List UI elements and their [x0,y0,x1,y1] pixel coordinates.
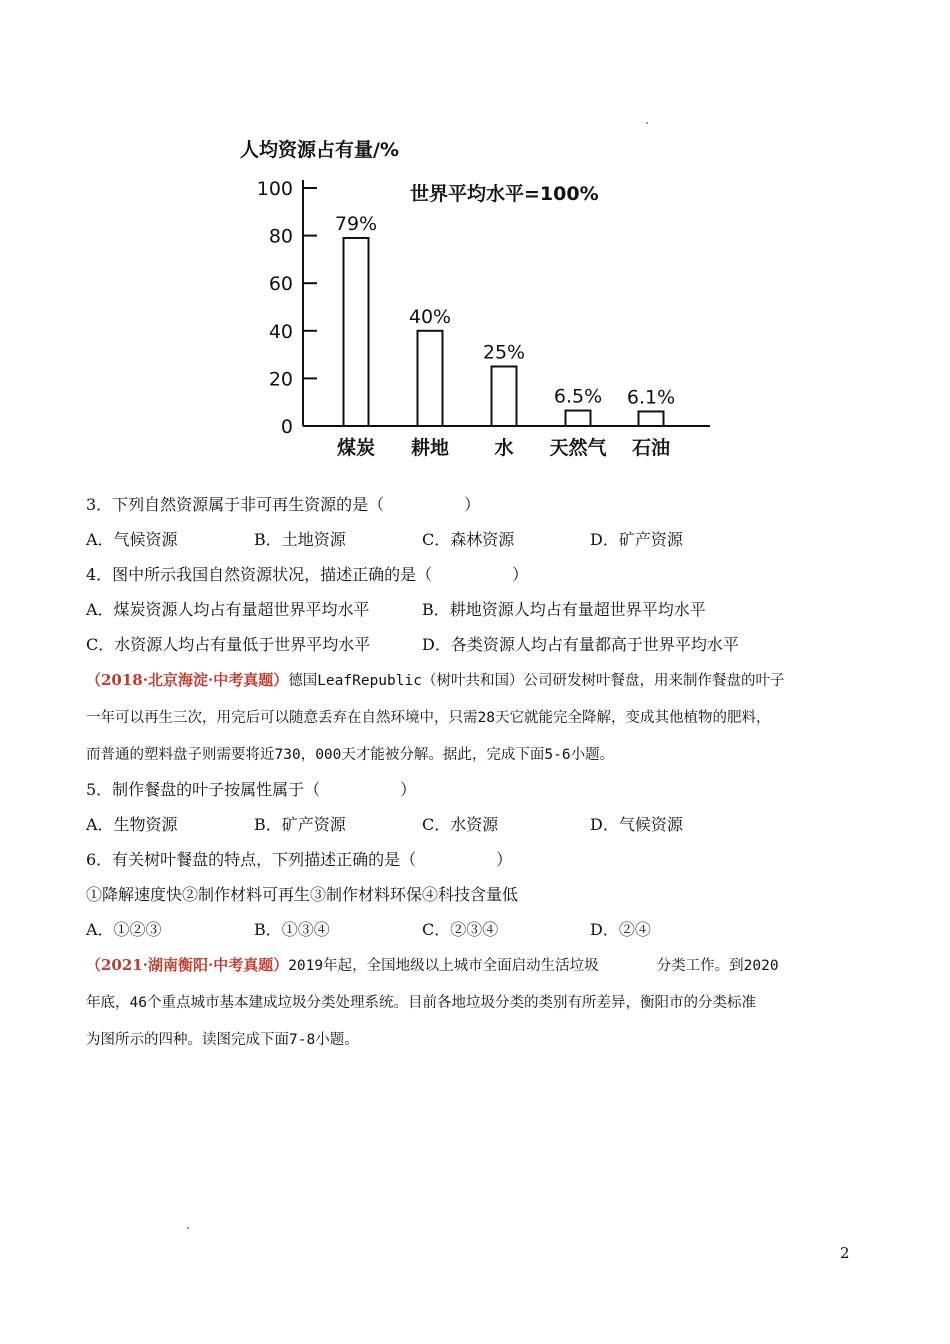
q6-option-b: B．①③④ [254,920,330,939]
y-axis-title: 人均资源占有量/% [240,139,399,161]
bar [344,238,369,426]
y-tick-label: 20 [268,368,293,391]
data-label: 79% [334,212,378,235]
para2-line2: 年底，46个重点城市基本建成垃圾分类处理系统。目前各地垃圾分类的类别有所差异，衡阳市的分类标准 [86,995,756,1011]
category-label: 天然气 [549,437,607,459]
para1-line2: 一年可以再生三次，用完后可以随意丢弃在自然环境中，只需28天它就能完全降解，变成其他植物的肥料， [86,710,771,726]
q4-option-d: D．各类资源人均占有量都高于世界平均水平 [422,635,739,654]
q5-option-d: D．气候资源 [590,815,683,834]
q6-option-c: C．②③④ [422,920,499,939]
y-tick-label: 100 [256,178,293,200]
q3-option-b: B．土地资源 [254,530,346,549]
para1-line1 [86,669,886,692]
para2-text1b: 分类工作。到2020 [656,958,779,974]
q4-options-row1 [86,599,886,621]
q3-option-d: D．矿产资源 [590,530,683,549]
q3-option-c: C．森林资源 [422,530,515,549]
q6-items: ①降解速度快②制作材料可再生③制作材料环保④科技含量低 [86,885,519,904]
q4-options-row2 [86,634,886,656]
q6-options [86,919,886,941]
q4-option-a: A．煤炭资源人均占有量超世界平均水平 [86,600,370,619]
data-label: 6.1% [626,386,676,409]
q5-option-c: C．水资源 [422,815,499,834]
para1-source: （2018·北京海淀·中考真题） [86,671,289,689]
para1-text1: 德国LeafRepublic（树叶共和国）公司研发树叶餐盘，用来制作餐盘的叶子 [288,673,785,689]
bar [418,331,443,426]
bar [492,367,517,427]
para2-line1 [86,954,886,977]
para1-line3: 而普通的塑料盘子则需要将近730，000天才能被分解。据此，完成下面5-6小题。 [86,747,615,763]
resource-bar-chart [225,128,725,468]
category-label: 耕地 [410,437,450,459]
y-tick-label: 60 [268,273,293,296]
bar [639,411,664,426]
q6-stem: 6．有关树叶餐盘的特点，下列描述正确的是（ ） [86,850,513,869]
q3-stem: 3．下列自然资源属于非可再生资源的是（ ） [86,495,481,514]
q4-option-b: B．耕地资源人均占有量超世界平均水平 [422,600,706,619]
data-label: 6.5% [553,385,603,408]
category-label: 石油 [631,437,671,459]
category-label: 煤炭 [336,437,376,459]
para2-text1a: 2019年起，全国地级以上城市全面启动生活垃圾 [288,958,599,974]
data-label: 40% [408,305,452,328]
q4-option-c: C．水资源人均占有量低于世界平均水平 [86,635,371,654]
y-tick-label: 0 [280,416,293,438]
q4-stem: 4．图中所示我国自然资源状况，描述正确的是（ ） [86,565,529,584]
scan-dot [187,1227,189,1229]
q3-options [86,529,886,551]
q5-stem: 5．制作餐盘的叶子按属性属于（ ） [86,780,417,799]
q6-option-a: A．①②③ [86,920,162,939]
chart-annotation: 世界平均水平=100% [410,183,599,205]
q5-option-b: B．矿产资源 [254,815,346,834]
q6-option-d: D．②④ [590,920,651,939]
y-tick-label: 40 [268,320,293,343]
para2-line3: 为图所示的四种。读图完成下面7-8小题。 [86,1032,359,1048]
scan-dot [646,122,648,124]
bar [566,411,591,426]
data-label: 25% [482,341,526,364]
q3-option-a: A．气候资源 [86,530,178,549]
para2-source: （2021·湖南衡阳·中考真题） [86,956,289,974]
q5-option-a: A．生物资源 [86,815,178,834]
category-label: 水 [494,437,514,459]
page-number: 2 [840,1244,850,1262]
y-tick-label: 80 [268,225,293,248]
q5-options [86,814,886,836]
